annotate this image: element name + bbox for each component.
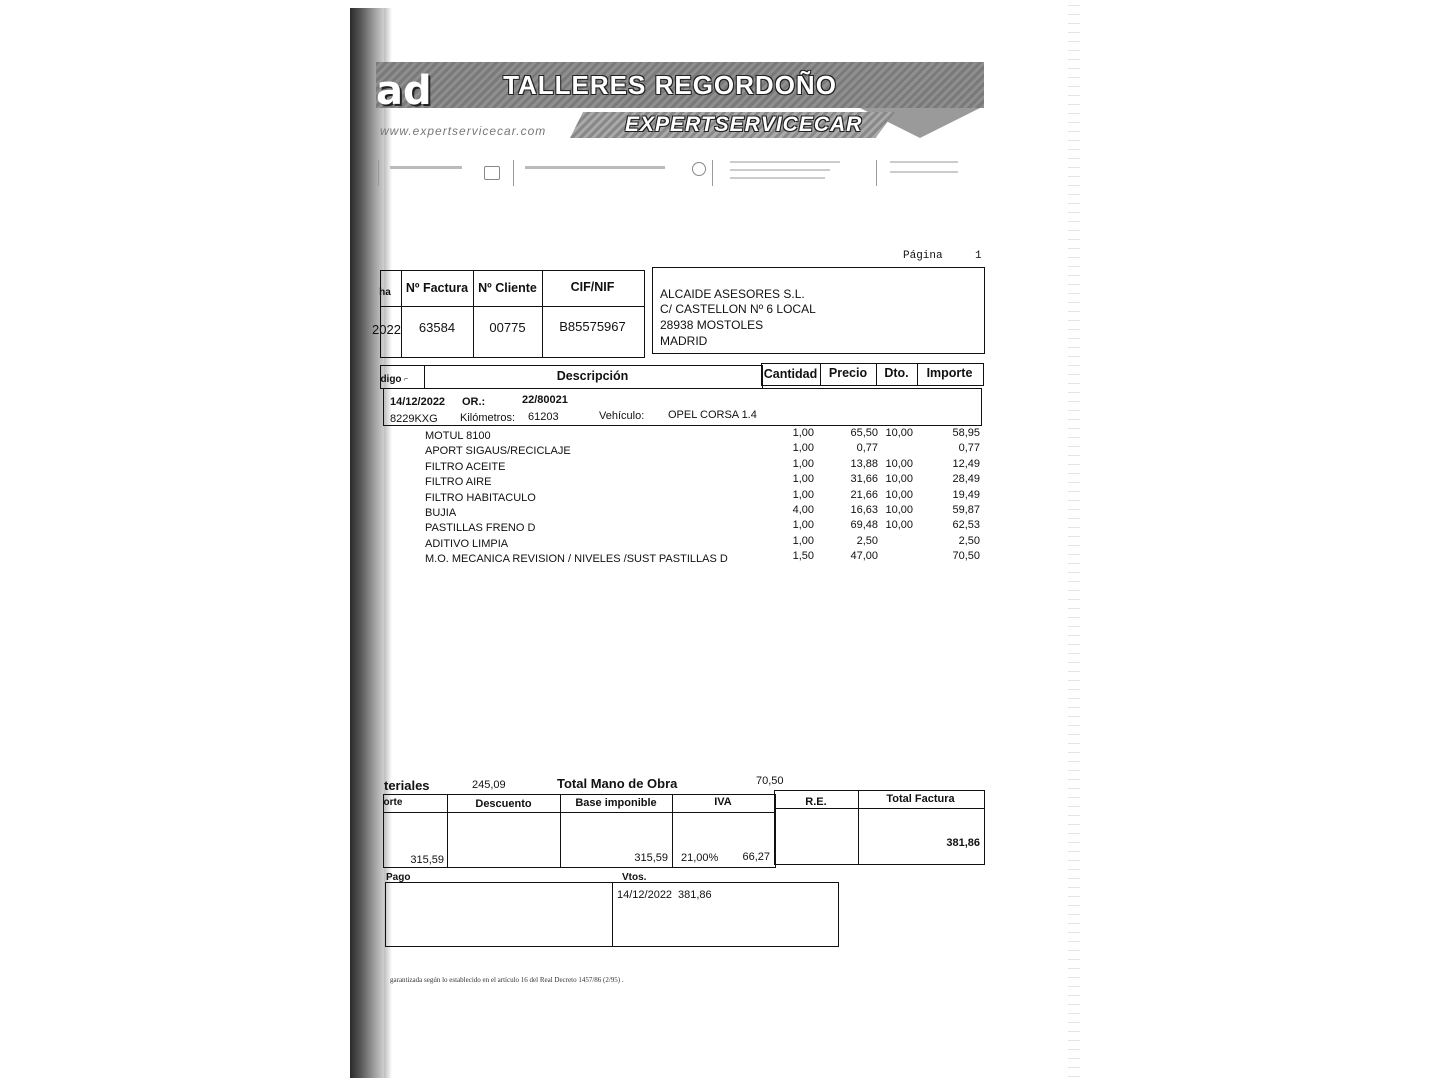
item-amount: 70,50 <box>952 550 980 562</box>
due-amount: 381,86 <box>678 889 712 901</box>
client-province: MADRID <box>660 334 708 348</box>
or-date: 14/12/2022 <box>390 396 446 408</box>
table-divider <box>612 882 613 946</box>
item-amount: 12,49 <box>952 458 980 470</box>
km-label: Kilómetros: <box>460 412 516 424</box>
item-price: 0,77 <box>856 442 878 454</box>
header-descuento: Descuento <box>475 798 532 810</box>
item-discount: 10,00 <box>885 489 913 501</box>
contact-extra <box>890 158 958 173</box>
or-number: 22/80021 <box>522 394 568 406</box>
item-amount: 62,53 <box>952 519 980 531</box>
separator <box>876 160 877 186</box>
item-amount: 58,95 <box>952 427 980 439</box>
item-quantity: 1,00 <box>792 489 814 501</box>
item-description: ADITIVO LIMPIA <box>425 538 509 550</box>
mail-icon <box>484 166 500 180</box>
item-price: 21,66 <box>850 489 878 501</box>
item-quantity: 1,00 <box>792 442 814 454</box>
table-divider <box>774 808 984 809</box>
header-descripcion: Descripción <box>556 369 629 383</box>
header-factura: Nº Factura <box>405 281 469 295</box>
item-discount: 10,00 <box>885 504 913 516</box>
labour-total: 70,50 <box>756 775 784 787</box>
item-description: PASTILLAS FRENO D <box>425 522 536 534</box>
item-description: M.O. MECANICA REVISION / NIVELES /SUST PASTILLAS D <box>425 553 728 565</box>
invoice-number: 63584 <box>418 320 456 335</box>
item-price: 13,88 <box>850 458 878 470</box>
item-quantity: 1,00 <box>792 458 814 470</box>
cif-value: B85575967 <box>559 319 626 334</box>
item-description: FILTRO ACEITE <box>425 461 506 473</box>
item-price: 47,00 <box>850 550 878 562</box>
vehicle-label: Vehículo: <box>599 410 645 422</box>
vtos-label: Vtos. <box>622 872 647 883</box>
item-price: 31,66 <box>850 473 878 485</box>
item-description: BUJIA <box>425 507 457 519</box>
item-description: APORT SIGAUS/RECICLAJE <box>425 445 571 457</box>
client-name: ALCAIDE ASESORES S.L. <box>660 287 805 301</box>
header-iva: IVA <box>714 796 732 808</box>
item-price: 69,48 <box>850 519 878 531</box>
item-amount: 2,50 <box>958 535 980 547</box>
item-price: 65,50 <box>850 427 878 439</box>
header-dto: Dto. <box>884 366 909 380</box>
header-cantidad: Cantidad <box>763 367 818 381</box>
km-value: 61203 <box>528 411 559 423</box>
due-date: 14/12/2022 <box>617 889 673 901</box>
iva-percent: 21,00% <box>681 852 719 864</box>
page-edge <box>1068 0 1080 1080</box>
item-discount: 10,00 <box>885 427 913 439</box>
item-discount: 10,00 <box>885 473 913 485</box>
item-quantity: 1,00 <box>792 535 814 547</box>
company-name: TALLERES REGORDOÑO <box>503 70 837 100</box>
page-number: 1 <box>975 250 982 262</box>
item-amount: 28,49 <box>952 473 980 485</box>
item-description: MOTUL 8100 <box>425 430 491 442</box>
item-price: 16,63 <box>850 504 878 516</box>
item-description: FILTRO AIRE <box>425 476 492 488</box>
header-cliente: Nº Cliente <box>478 281 537 295</box>
separator <box>513 160 514 186</box>
header-total-factura: Total Factura <box>886 793 955 805</box>
client-city: 28938 MOSTOLES <box>660 318 764 332</box>
location-icon <box>692 162 706 176</box>
payment-label: Pago <box>386 872 411 883</box>
materials-label: teriales <box>384 778 430 793</box>
page-label: Página <box>903 250 943 262</box>
or-label: OR.: <box>462 396 486 408</box>
client-number: 00775 <box>489 320 526 335</box>
importe-value: 315,59 <box>410 854 444 866</box>
invoice-date: 2022 <box>372 322 401 337</box>
iva-amount: 66,27 <box>742 851 770 863</box>
item-quantity: 1,00 <box>792 519 814 531</box>
company-logo: ad <box>376 68 432 114</box>
contact-phone <box>390 158 462 169</box>
item-discount: 10,00 <box>885 458 913 470</box>
separator <box>712 160 713 186</box>
item-quantity: 1,00 <box>792 473 814 485</box>
phone-icon <box>378 160 385 186</box>
contact-address <box>730 158 840 179</box>
item-quantity: 4,00 <box>792 504 814 516</box>
item-price: 2,50 <box>856 535 878 547</box>
item-quantity: 1,50 <box>792 550 814 562</box>
header-base: Base imponible <box>575 797 657 809</box>
legal-footnote: garantizada según lo establecido en el artículo 16 del Real Decreto 1457/86 (2/95) . <box>390 976 624 984</box>
base-value: 315,59 <box>634 852 668 864</box>
header-importe: Importe <box>926 366 973 380</box>
materials-total: 245,09 <box>472 779 506 791</box>
item-amount: 59,87 <box>952 504 980 516</box>
sort-marker-icon: ⌐ <box>404 376 409 383</box>
total-factura-value: 381,86 <box>946 837 980 849</box>
header-cif: CIF/NIF <box>570 280 615 294</box>
website: www.expertservicecar.com <box>380 124 547 138</box>
header-codigo: digo <box>380 374 402 385</box>
header-fecha: ha <box>379 287 391 298</box>
brand-name: EXPERTSERVICECAR <box>625 113 863 136</box>
labour-label: Total Mano de Obra <box>557 776 678 791</box>
header-importe-total: orte <box>383 797 403 808</box>
item-discount: 10,00 <box>885 519 913 531</box>
item-description: FILTRO HABITACULO <box>425 492 536 504</box>
header-re: R.E. <box>805 796 827 808</box>
table-divider <box>383 812 775 813</box>
contact-email <box>525 158 665 169</box>
header-precio: Precio <box>828 366 868 380</box>
client-address: C/ CASTELLON Nº 6 LOCAL <box>660 302 816 316</box>
table-divider <box>380 306 644 307</box>
item-amount: 19,49 <box>952 489 980 501</box>
vehicle-plate: 8229KXG <box>390 413 438 425</box>
item-amount: 0,77 <box>958 442 980 454</box>
item-quantity: 1,00 <box>792 427 814 439</box>
vehicle-model: OPEL CORSA 1.4 <box>668 409 757 421</box>
